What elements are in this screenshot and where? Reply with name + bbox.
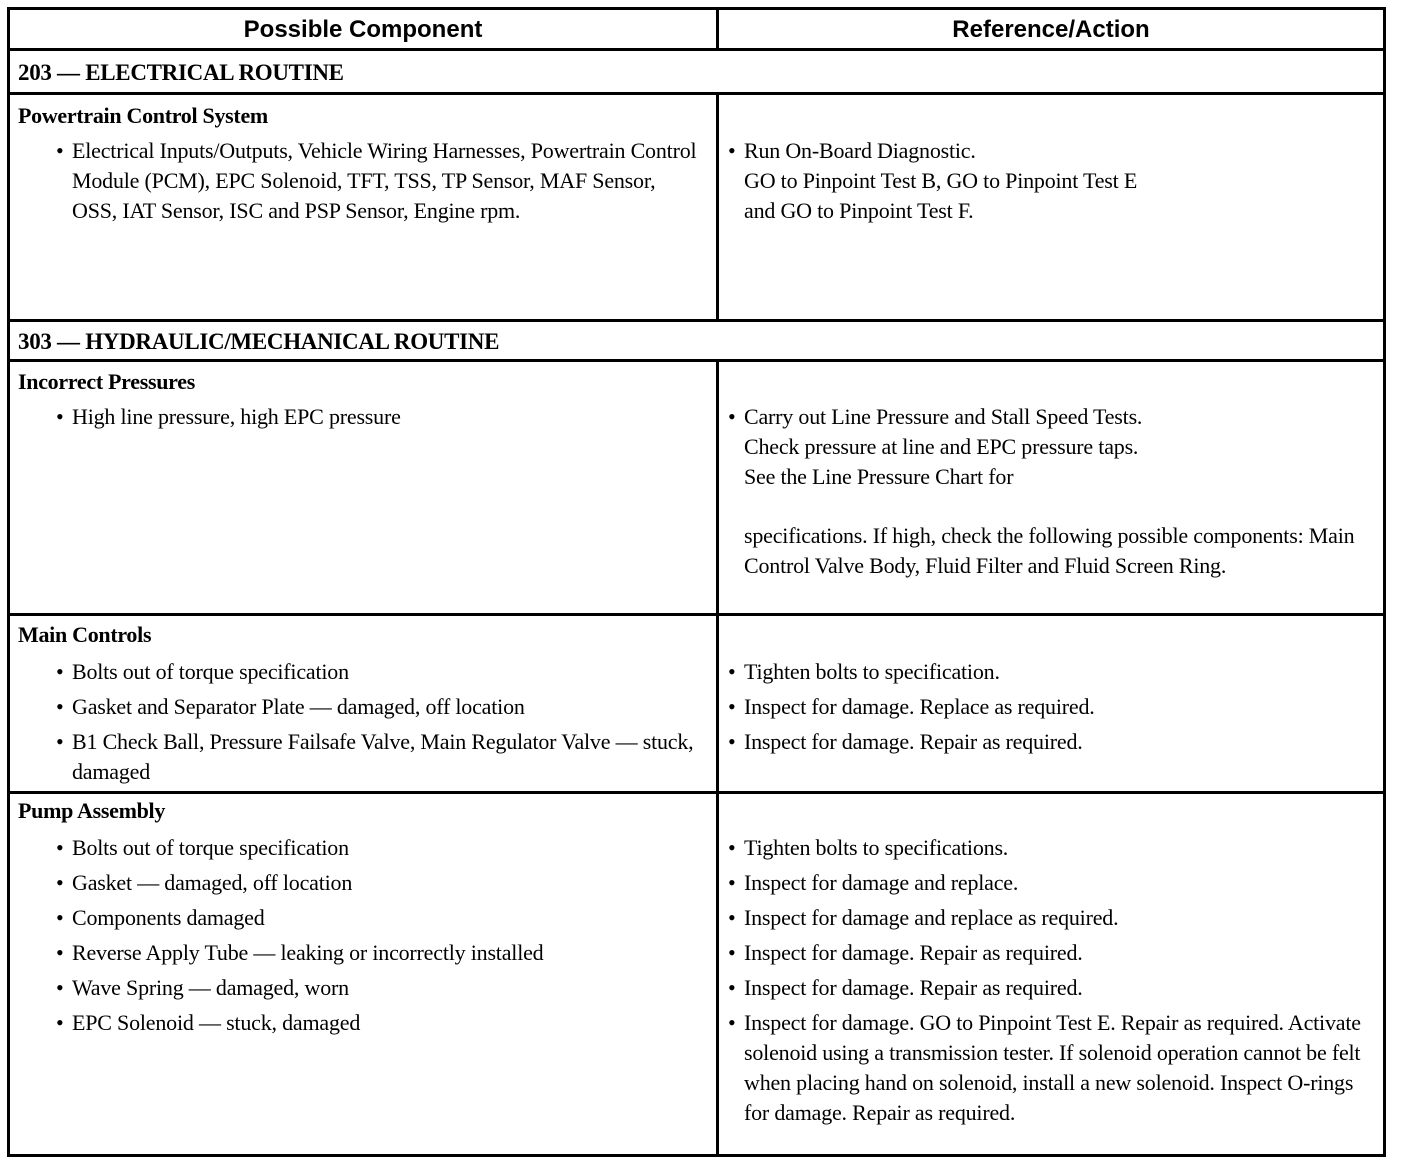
- table-header: [10, 10, 1383, 51]
- component-item: • B1 Check Ball, Pressure Failsafe Valve, Main Regulator Valve — stuck, damaged: [56, 729, 694, 784]
- bullet: •: [728, 404, 736, 429]
- row-divider: [10, 613, 1383, 616]
- action-item: • Inspect for damage. Repair as required.: [728, 729, 1083, 754]
- header-possible-component: Possible Component: [243, 16, 483, 43]
- action-item: • Inspect for damage and replace.: [728, 870, 1019, 895]
- action-item: • Inspect for damage. Repair as required.: [728, 940, 1083, 965]
- bullet: •: [56, 138, 64, 163]
- action-item: • Inspect for damage and replace as required.: [728, 905, 1119, 930]
- action-item: • Inspect for damage. Repair as required.: [728, 975, 1083, 1000]
- header-reference-action: Reference/Action: [952, 16, 1150, 43]
- component-item: • Gasket and Separator Plate — damaged, off location: [56, 694, 525, 719]
- bullet: •: [56, 404, 64, 429]
- group-title-main-controls: Main Controls: [18, 622, 152, 647]
- component-item: • Bolts out of torque specification: [56, 659, 349, 684]
- group-title-pump-assembly: Pump Assembly: [18, 798, 166, 823]
- component-item: • High line pressure, high EPC pressure: [72, 402, 702, 432]
- component-item: • Bolts out of torque specification: [56, 835, 349, 860]
- component-item: • Wave Spring — damaged, worn: [56, 975, 349, 1000]
- group-title-incorrect-pressures: Incorrect Pressures: [18, 369, 195, 394]
- section-electrical-routine: 203 — ELECTRICAL ROUTINE: [10, 51, 1383, 95]
- row-divider: [10, 791, 1383, 794]
- action-item: • Inspect for damage. GO to Pinpoint Test E. Repair as required. Activate solenoid using a transmission tester. If solenoid operation cannot be felt when placing hand on solenoid, install a new solenoid. Inspect O-rings for damage. Repair as required.: [728, 1010, 1361, 1125]
- component-item: • Reverse Apply Tube — leaking or incorrectly installed: [56, 940, 544, 965]
- column-divider: [716, 794, 719, 1154]
- action-item: • Tighten bolts to specification.: [728, 659, 1000, 684]
- column-divider: [716, 10, 719, 51]
- component-item: • Electrical Inputs/Outputs, Vehicle Wiring Harnesses, Powertrain Control Module (PCM), EPC Solenoid, TFT, TSS, TP Sensor, MAF Sensor, OSS, IAT Sensor, ISC and PSP Sensor, Engine rpm.: [56, 138, 697, 223]
- action-item: • Carry out Line Pressure and Stall Speed Tests. Check pressure at line and EPC pressure taps. See the Line Pressure Chart for specifications. If high, check the following possible components: Main Control Valve Body, Fluid Filter and Fluid Screen Ring.: [728, 404, 1355, 578]
- column-divider: [716, 362, 719, 613]
- column-divider: [716, 616, 719, 791]
- component-item: • EPC Solenoid — stuck, damaged: [56, 1010, 361, 1035]
- component-item: • Gasket — damaged, off location: [56, 870, 353, 895]
- action-item: • Inspect for damage. Replace as required.: [728, 694, 1095, 719]
- component-item: • Components damaged: [56, 905, 265, 930]
- column-divider: [716, 95, 719, 319]
- action-item: • Run On-Board Diagnostic. GO to Pinpoint Test B, GO to Pinpoint Test E and GO to Pinpoint Test F.: [728, 138, 1138, 223]
- bullet: •: [728, 138, 736, 163]
- action-item: • Tighten bolts to specifications.: [728, 835, 1009, 860]
- section-hydraulic-routine: 303 — HYDRAULIC/MECHANICAL ROUTINE: [10, 322, 1383, 362]
- group-title-powertrain: Powertrain Control System: [18, 103, 268, 128]
- diagnostic-table: [7, 7, 1386, 1157]
